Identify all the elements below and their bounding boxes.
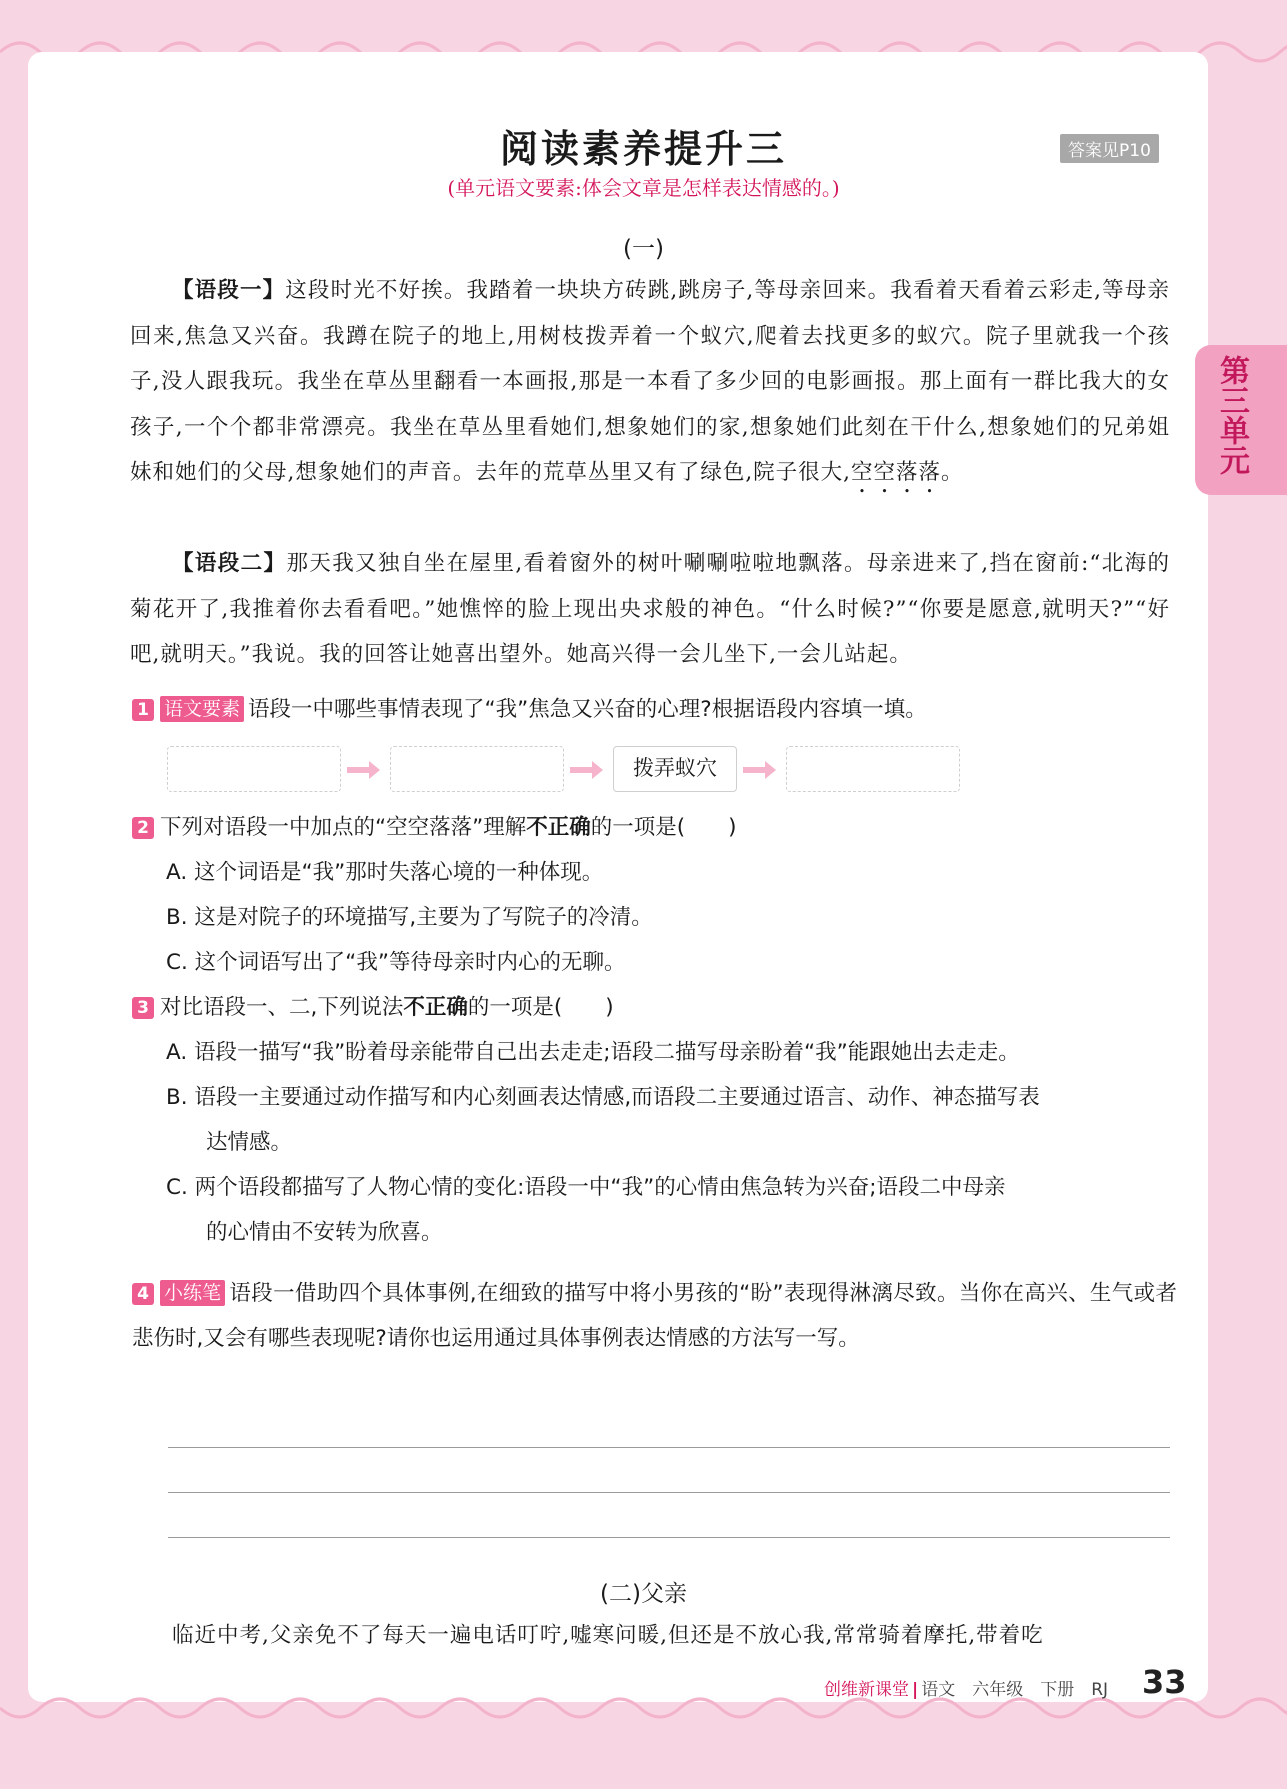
question-3-number: 3 [132, 997, 154, 1019]
unit-element-subtitle: (单元语文要素:体会文章是怎样表达情感的。) [447, 176, 840, 200]
passage-section-two: 临近中考,父亲免不了每天一遍电话叮咛,嘘寒问暖,但还是不放心我,常常骑着摩托,带着吃 [172, 1623, 1044, 1648]
footer-brand-name: 创维新课堂 [824, 1680, 909, 1700]
fill-box-1[interactable] [167, 746, 341, 792]
fill-box-2[interactable] [390, 746, 564, 792]
unit-side-tab-label: 第三单元 [1214, 355, 1249, 475]
question-3-option-c-line2: 的心情由不安转为欣喜。 [206, 1220, 443, 1245]
question-4-number: 4 [132, 1283, 154, 1305]
footer-separator: | [912, 1680, 919, 1700]
question-3-text-post: 的一项是( ) [467, 995, 614, 1020]
answer-line-2[interactable] [168, 1492, 1170, 1493]
passage-end-one: 。 [941, 460, 964, 485]
fill-box-4[interactable] [786, 746, 960, 792]
question-2-option-b[interactable]: B. 这是对院子的环境描写,主要为了写院子的冷清。 [166, 905, 653, 930]
question-4-badge: 小练笔 [160, 1280, 225, 1306]
question-1-badge: 语文要素 [160, 696, 244, 722]
passage-text-two: 那天我又独自坐在屋里,看着窗外的树叶唰唰啦啦地飘落。母亲进来了,挡在窗前:“北海的菊花开了,我推着你去看看吧。”她憔悴的脸上现出央求般的神色。“什么时候?”“你要是愿意,就明天?”“好吧,就明天。”我说。我的回答让她喜出望外。她高兴得一会儿坐下,一会儿站起。 [130, 551, 1170, 667]
answer-line-1[interactable] [168, 1447, 1170, 1448]
passage-paragraph-two [130, 541, 1170, 678]
question-4 [132, 1271, 1177, 1361]
passage-label-two: 【语段二】 [172, 551, 287, 576]
question-2-text-pre: 下列对语段一中加点的“空空落落”理解 [160, 815, 527, 840]
question-2 [132, 805, 1177, 850]
answer-line-3[interactable] [168, 1537, 1170, 1538]
question-2-text-post: 的一项是( ) [590, 815, 737, 840]
arrow-right-icon [570, 760, 604, 780]
question-1-number: 1 [132, 699, 154, 721]
question-3-option-b-line2: 达情感。 [206, 1130, 293, 1155]
question-3-option-a[interactable]: A. 语段一描写“我”盼着母亲能带自己出去走走;语段二描写母亲盼着“我”能跟她出去走走。 [166, 1040, 1020, 1065]
question-1 [132, 687, 1177, 732]
question-2-option-c[interactable]: C. 这个词语写出了“我”等待母亲时内心的无聊。 [166, 950, 626, 975]
question-3-option-b-line1: B. 语段一主要通过动作描写和内心刻画表达情感,而语段二主要通过语言、动作、神态描写表 [166, 1085, 1040, 1110]
question-3-text-bold: 不正确 [403, 995, 468, 1020]
question-3-option-c-line1: C. 两个语段都描写了人物心情的变化:语段一中“我”的心情由焦急转为兴奋;语段二中母亲 [166, 1175, 1006, 1200]
question-1-text: 语段一中哪些事情表现了“我”焦急又兴奋的心理?根据语段内容填一填。 [248, 697, 927, 722]
footer-brand [824, 1675, 1108, 1700]
fill-box-3: 拨弄蚁穴 [613, 746, 737, 792]
question-3-text-pre: 对比语段一、二,下列说法 [160, 995, 404, 1020]
arrow-right-icon [347, 760, 381, 780]
page-number: 33 [1142, 1663, 1187, 1701]
section-one-heading: (一) [623, 236, 664, 262]
question-3 [132, 985, 1177, 1030]
question-2-number: 2 [132, 817, 154, 839]
footer-info: 语文 六年级 下册 RJ [921, 1680, 1109, 1700]
question-4-text: 语段一借助四个具体事例,在细致的描写中将小男孩的“盼”表现得淋漓尽致。当你在高兴、生气或者悲伤时,又会有哪些表现呢?请你也运用通过具体事例表达情感的方法写一写。 [132, 1281, 1177, 1351]
question-3-option-b[interactable] [166, 1075, 1176, 1165]
passage-label-one: 【语段一】 [172, 278, 286, 303]
passage-paragraph-one [130, 268, 1170, 498]
question-2-text-bold: 不正确 [526, 815, 591, 840]
arrow-right-icon [743, 760, 777, 780]
answer-reference-tag: 答案见P10 [1060, 134, 1159, 163]
passage-text-one: 这段时光不好挨。我踏着一块块方砖跳,跳房子,等母亲回来。我看着天看着云彩走,等母亲回来,焦急又兴奋。我蹲在院子的地上,用树枝拨弄着一个蚁穴,爬着去找更多的蚁穴。院子里就我一个孩子,没人跟我玩。我坐在草丛里翻看一本画报,那是一本看了多少回的电影画报。那上面有一群比我大的女孩子,一个个都非常漂亮。我坐在草丛里看她们,想象她们的家,想象她们此刻在干什么,想象她们的兄弟姐妹和她们的父母,想象她们的声音。去年的荒草丛里又有了绿色,院子很大, [130, 278, 1170, 485]
section-two-heading: (二)父亲 [600, 1581, 687, 1607]
dotted-phrase: 空空落落 [851, 460, 942, 485]
question-2-option-a[interactable]: A. 这个词语是“我”那时失落心境的一种体现。 [166, 860, 604, 885]
question-3-option-c[interactable] [166, 1165, 1176, 1255]
page-title: 阅读素养提升三 [499, 127, 787, 171]
